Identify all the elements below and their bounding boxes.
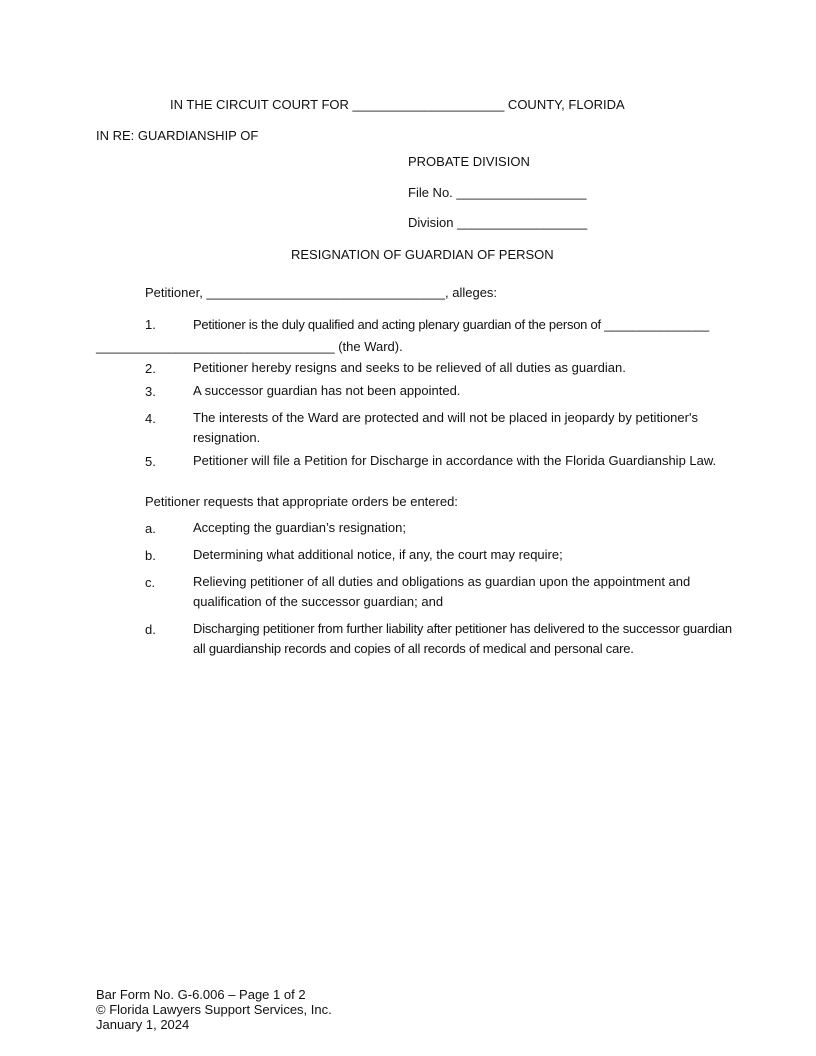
requests-intro: Petitioner requests that appropriate orders be entered:	[145, 494, 458, 509]
request-text: Relieving petitioner of all duties and obligations as guardian upon the appointment and qualification of the successor guardian; and	[193, 574, 691, 609]
request-letter: a.	[145, 521, 156, 536]
allegation-number: 4.	[145, 411, 156, 426]
in-re-caption: IN RE: GUARDIANSHIP OF	[96, 128, 259, 143]
request-text: Discharging petitioner from further liability after petitioner has delivered to the successor guardian all guardianship records and copies of all records of medical and personal care.	[193, 621, 732, 656]
form-footer	[96, 987, 332, 1032]
allegation-number: 3.	[145, 384, 156, 399]
division-field: Division __________________	[408, 215, 588, 230]
petitioner-line: Petitioner, _________________________________, alleges:	[145, 285, 498, 300]
allegation-number: 1.	[145, 317, 156, 332]
court-caption: IN THE CIRCUIT COURT FOR _____________________ COUNTY, FLORIDA	[170, 97, 625, 112]
allegation-text-continued: _________________________________ (the Ward).	[96, 339, 403, 354]
allegation-text: Petitioner is the duly qualified and acting plenary guardian of the person of _______________	[193, 317, 709, 332]
request-letter: c.	[145, 575, 156, 590]
allegation-number: 2.	[145, 361, 156, 376]
document-title: RESIGNATION OF GUARDIAN OF PERSON	[291, 247, 554, 262]
allegation-text: A successor guardian has not been appointed.	[193, 383, 461, 398]
allegation-text: Petitioner hereby resigns and seeks to be relieved of all duties as guardian.	[193, 360, 626, 375]
probate-division: PROBATE DIVISION	[408, 154, 530, 169]
request-text: Determining what additional notice, if any, the court may require;	[193, 547, 563, 562]
request-text: Accepting the guardian’s resignation;	[193, 520, 406, 535]
allegation-text: Petitioner will file a Petition for Discharge in accordance with the Florida Guardianship Law.	[193, 453, 717, 468]
file-number: File No. __________________	[408, 185, 587, 200]
form-date: January 1, 2024	[96, 1017, 190, 1032]
allegation-text: The interests of the Ward are protected and will not be placed in jeopardy by petitioner's resignation.	[193, 410, 698, 445]
request-letter: d.	[145, 622, 156, 637]
form-number: Bar Form No. G-6.006 – Page 1 of 2	[96, 987, 306, 1002]
copyright-notice: © Florida Lawyers Support Services, Inc.	[96, 1002, 332, 1017]
request-letter: b.	[145, 548, 156, 563]
allegation-number: 5.	[145, 454, 156, 469]
